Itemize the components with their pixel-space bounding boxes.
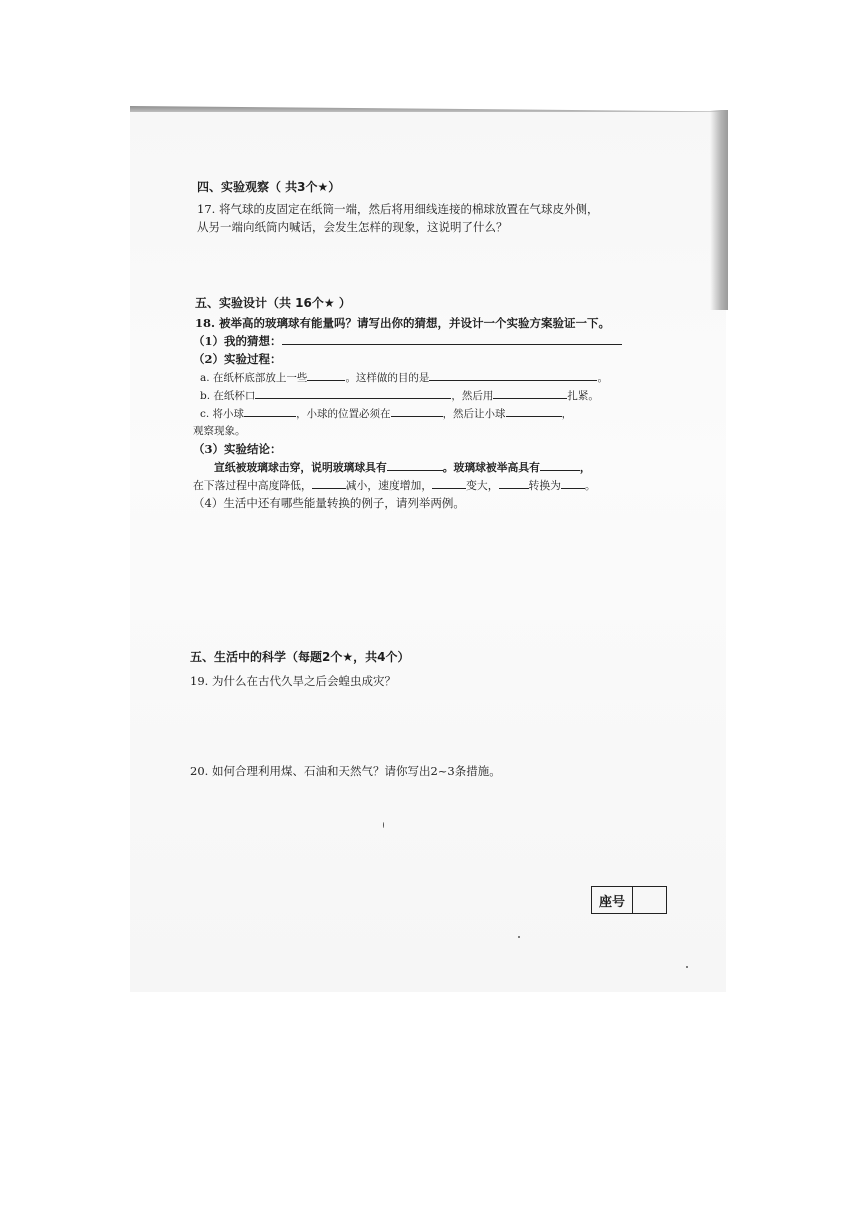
step-a-text-3: 。	[597, 372, 608, 384]
section-4-heading: 四、实验观察（ 共3个★）	[197, 180, 341, 194]
seat-number-box	[591, 886, 667, 914]
conclusion-text-1: 宣纸被玻璃球击穿，说明玻璃球具有	[214, 461, 387, 474]
conclusion-blank-5[interactable]	[499, 478, 529, 489]
step-b-text-1: b. 在纸杯口	[200, 390, 256, 402]
guess-blank[interactable]	[282, 334, 622, 345]
conclusion-blank-2[interactable]	[540, 460, 580, 471]
seat-number-label: 座号	[592, 887, 633, 913]
section-6-heading: 五、生活中的科学（每题2个★，共4个）	[190, 650, 410, 664]
step-c-blank-1[interactable]	[244, 406, 296, 417]
conclusion-text-2: 。玻璃球被举高具有	[442, 461, 540, 474]
section-5-heading: 五、实验设计（共 16个★ ）	[195, 296, 351, 310]
step-c-blank-2[interactable]	[391, 406, 443, 417]
step-c-observe: 观察现象。	[193, 425, 246, 437]
guess-label: （1）我的猜想：	[193, 334, 282, 348]
step-a-blank-1[interactable]	[307, 370, 345, 381]
question-18-part-4: （4）生活中还有哪些能量转换的例子，请列举两例。	[193, 496, 465, 510]
step-a-row	[200, 370, 608, 385]
exam-paper	[130, 112, 726, 992]
conclusion-blank-1[interactable]	[387, 460, 443, 471]
question-17-line-1: 17. 将气球的皮固定在纸筒一端，然后将用细线连接的棉球放置在气球皮外侧，	[197, 202, 599, 216]
conclusion-row-1	[214, 460, 591, 475]
step-c-text-4: ，	[561, 408, 573, 420]
conclusion-text-3: ，	[579, 461, 591, 474]
step-a-text-2: 。这样做的目的是	[345, 372, 430, 384]
scan-speck	[518, 936, 520, 938]
conclusion-label: （3）实验结论：	[193, 442, 282, 456]
conclusion-row-2	[193, 478, 596, 493]
conclusion-blank-4[interactable]	[432, 478, 466, 489]
scan-speck	[686, 966, 688, 968]
paper-shadow-right	[710, 110, 728, 310]
conclusion-blank-3[interactable]	[312, 478, 346, 489]
step-c-blank-3[interactable]	[506, 406, 562, 417]
step-c-text-1: c. 将小球	[200, 408, 245, 420]
process-label: （2）实验过程：	[193, 352, 282, 366]
step-c-text-2: ，小球的位置必须在	[296, 408, 391, 420]
step-b-text-2: ，然后用	[451, 390, 494, 402]
step-b-text-3: 扎紧。	[567, 390, 599, 402]
step-a-blank-2[interactable]	[429, 370, 597, 381]
conclusion-text-7: 转换为	[528, 479, 561, 492]
step-a-text-1: a. 在纸杯底部放上一些	[200, 372, 308, 384]
guess-row	[193, 334, 622, 348]
question-19: 19. 为什么在古代久旱之后会蝗虫成灾？	[190, 674, 396, 688]
step-b-blank-1[interactable]	[255, 388, 451, 399]
step-b-blank-2[interactable]	[493, 388, 567, 399]
step-c-text-3: ，然后让小球	[442, 408, 506, 420]
step-c-row	[200, 406, 572, 421]
question-20: 20. 如何合理利用煤、石油和天然气？请你写出2~3条措施。	[190, 764, 501, 778]
conclusion-text-8: 。	[584, 479, 596, 492]
question-18: 18. 被举高的玻璃球有能量吗？请写出你的猜想，并设计一个实验方案验证一下。	[195, 316, 611, 330]
conclusion-text-6: 变大，	[466, 479, 499, 492]
scan-speck	[383, 822, 384, 828]
seat-number-field[interactable]	[633, 887, 666, 913]
conclusion-text-4: 在下落过程中高度降低，	[193, 479, 312, 492]
question-17-line-2: 从另一端向纸筒内喊话，会发生怎样的现象，这说明了什么？	[197, 220, 508, 234]
conclusion-blank-6[interactable]	[561, 478, 585, 489]
step-b-row	[200, 388, 599, 403]
conclusion-text-5: 减小，速度增加，	[345, 479, 433, 492]
